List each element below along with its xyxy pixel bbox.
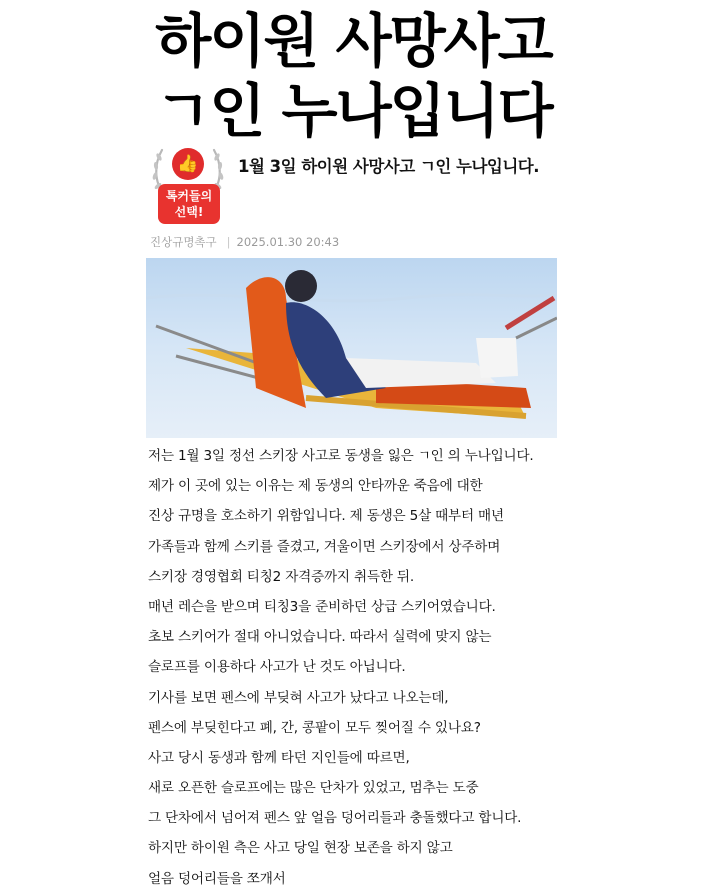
badge-text-line-1: 톡커들의	[165, 189, 213, 203]
body-line: 진상 규명을 호소하기 위함입니다. 제 동생은 5살 때부터 매년	[148, 508, 504, 525]
body-line: 얼음 덩어리들을 쪼개서	[148, 870, 286, 887]
post-meta	[150, 234, 339, 250]
headline	[0, 6, 707, 146]
post-body	[148, 441, 568, 894]
body-line: 저는 1월 3일 정선 스키장 사고로 동생을 잃은 ㄱ인 의 누나입니다.	[148, 448, 534, 464]
body-line: 매년 레슨을 받으며 티칭3을 준비하던 상급 스키어였습니다.	[148, 598, 496, 615]
headline-line-1: 하이원 사망사고	[155, 7, 552, 75]
body-line: 슬로프를 이용하다 사고가 난 것도 아닙니다.	[148, 659, 406, 676]
body-line: 하지만 하이원 측은 사고 당일 현장 보존을 하지 않고	[148, 840, 453, 857]
meta-divider: |	[226, 235, 231, 249]
post-title[interactable]: 1월 3일 하이원 사망사고 ㄱ인 누나입니다.	[238, 157, 539, 176]
body-line: 그 단차에서 넘어져 펜스 앞 얼음 덩어리들과 충돌했다고 합니다.	[148, 810, 522, 827]
body-line: 스키장 경영협회 티칭2 자격증까지 취득한 뒤.	[148, 568, 414, 585]
badge-text-line-2: 선택!	[174, 205, 204, 219]
body-line: 기사를 보면 펜스에 부딪혀 사고가 났다고 나오는데,	[148, 689, 449, 706]
badge-label	[158, 184, 220, 224]
body-line: 가족들과 함께 스키를 즐겼고, 겨울이면 스키장에서 상주하며	[148, 538, 501, 555]
thumbs-up-icon: 👍	[172, 148, 204, 180]
body-line: 제가 이 곳에 있는 이유는 제 동생의 안타까운 죽음에 대한	[148, 478, 483, 495]
author-name[interactable]: 진상규명촉구	[150, 235, 217, 249]
accident-photo	[146, 258, 557, 438]
toker-choice-badge	[150, 142, 226, 226]
headline-line-2: ㄱ인 누나입니다	[155, 77, 552, 145]
body-line: 펜스에 부딪힌다고 폐, 간, 콩팥이 모두 찢어질 수 있나요?	[148, 719, 481, 736]
body-line: 초보 스키어가 절대 아니었습니다. 따라서 실력에 맞지 않는	[148, 629, 492, 646]
rescue-sled-image	[146, 258, 557, 438]
post-date: 2025.01.30 20:43	[236, 235, 340, 249]
body-line: 사고 당시 동생과 함께 타던 지인들에 따르면,	[148, 749, 410, 766]
body-line: 새로 오픈한 슬로프에는 많은 단차가 있었고, 멈추는 도중	[148, 780, 479, 797]
